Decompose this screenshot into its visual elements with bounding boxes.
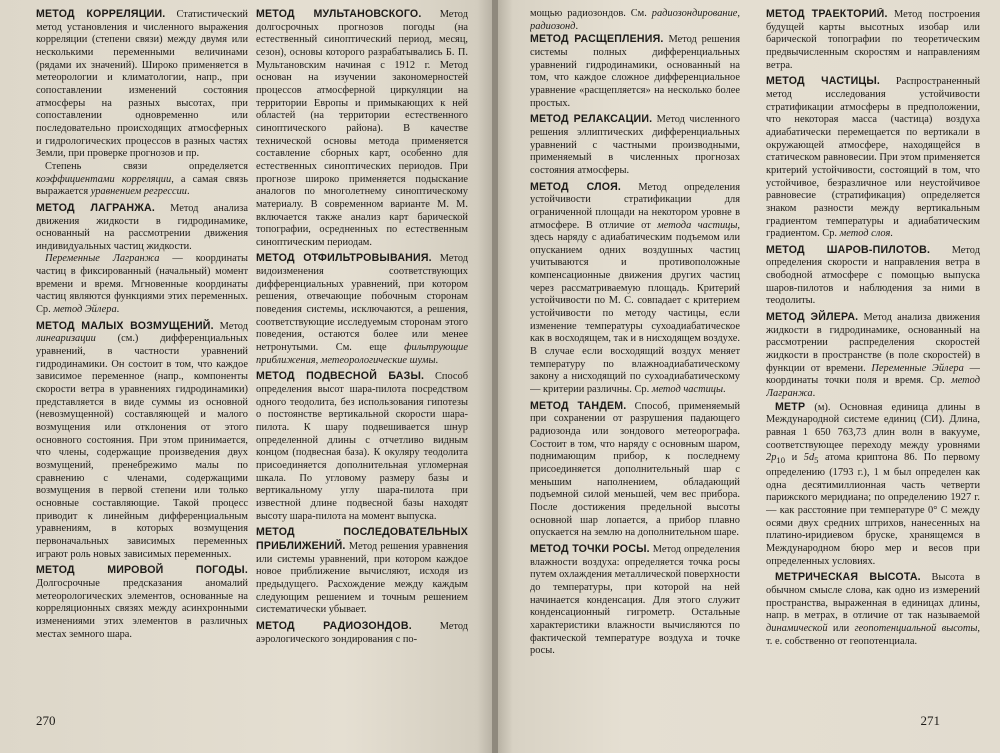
entry-metod-malykh-vozmushcheniy xyxy=(36,320,248,561)
entry-text: Метод решения уравнения или системы уравнений, при котором каждое новое приближение вычисляют, исходя из предыдущего. Расхождение между каждым следующим решением и точным решением систематически убывает. xyxy=(256,540,468,616)
text-run: атома криптона 86. По первому определению (1793 г.), 1 м был определен как одна десятимиллионная часть четверти парижского меридиана; по определению 1927 г. — как расстояние при температуре 0° С между осями двух средних штрихов, нанесенных на платино-иридиевом бруске, хранящемся в Международном бюро мер и весов при определенных условиях. xyxy=(766,452,980,567)
text-run: Метод анализа движения жидкости в гидродинамике, основанный на рассмотрении распределения скоростей жидкости в пространстве (в поле скоростей) в функции от времени. xyxy=(766,312,980,374)
text-run: . xyxy=(575,20,579,32)
italic-term: метод частицы xyxy=(651,384,724,396)
page-number-left: 270 xyxy=(36,713,56,728)
entry-metod-mirovoy-pogody xyxy=(36,564,248,641)
entry-metod-sharov-pilotov xyxy=(766,244,980,308)
entry-metod-sloya xyxy=(530,181,740,397)
text-run: — координаты точки поля и время. Ср. xyxy=(766,362,980,387)
text-run: и xyxy=(785,452,804,464)
italic-term: метод Лагранжа xyxy=(766,375,980,400)
text-run: . xyxy=(723,384,726,396)
entry-heading: МЕТР xyxy=(775,400,806,413)
text-run: , здесь наряду с адиабатическим подъемом или опусканием одних воздушных частиц учитываются и противоположные компенсационные движения других частиц через рассматриваемую площадь. Критерий устойчивости по М. С. совпадает с критерием устойчивости по методу частицы, если изменение температуры сухоадиабатическое как в восходящем, так и в нисходящем воздухе. В случае если восходящий воздух меняет температуру по влажноадиабатическому закону а нисходящий по сухоадиабатическому — критерии различны. Ср. xyxy=(530,219,740,396)
entry-heading: МЕТОД ТАНДЕМ. xyxy=(530,399,627,412)
text-run: или xyxy=(827,622,855,634)
entry-metod-tochki-rosy xyxy=(530,543,740,658)
entry-text: Долгосрочные предсказания аномалий метеорологических элементов, основанные на корреляционных связях между асинхронными изменениями этих элементов в различных местах земного шара. xyxy=(36,577,248,640)
text-run: — координаты частиц в фиксированный (начальный) момент времени и время. Мгновенные координаты частиц являются функциями этих переменных. Ср. xyxy=(36,253,248,316)
italic-term: радиозондирование, радиозонд xyxy=(530,8,740,32)
entry-paragraph xyxy=(36,161,248,199)
italic-term: метод слоя xyxy=(839,228,891,240)
left-page xyxy=(0,0,492,753)
entry-paragraph xyxy=(36,253,248,316)
entry-text: Метод определения влажности воздуха: определяется точка росы путем охлаждения металлической поверхности до температуры, при которой на ней начинается конденсация. Для этого служит конденсационный гигрометр. Остальные характеристики влажности вычисляются по фактической температуре воздуха и точке росы. xyxy=(530,543,740,657)
text-run: Метод определения устойчивости стратификации для ограниченной площади на некотором уровне в атмосфере. В отличие от xyxy=(530,181,740,231)
entry-heading: МЕТОД ТРАЕКТОРИЙ. xyxy=(766,8,888,20)
entry-metod-chastitsy xyxy=(766,75,980,241)
text-run: мощью радиозондов. См. xyxy=(530,8,652,19)
subscript: 5 xyxy=(814,455,819,466)
entry-text: Метод построения будущей карты высотных изобар или барической топографии по теоретическим предвычисленным скоростям и направлениям ветра. xyxy=(766,9,980,71)
italic-term: линеаризации xyxy=(36,333,96,345)
page-number-right: 271 xyxy=(920,713,940,728)
entry-text: Метод определения скорости и направления ветра в свободной атмосфере с помощью выпуска шаров-пилотов и наблюдения за ними в теодолиты. xyxy=(766,244,980,307)
entry-metod-radiozondov xyxy=(256,620,468,646)
entry-metod-traektoriy xyxy=(766,8,980,72)
entry-heading: МЕТОД ЭЙЛЕРА. xyxy=(766,311,859,324)
italic-term: Переменные Эйлера xyxy=(871,362,964,374)
italic-term: уравнением регрессии xyxy=(90,186,187,198)
italic-term: фильтрующие приближения, метеорологические шумы xyxy=(256,342,468,366)
text-run: (м). Основная единица длины в Международной системе единиц (СИ). Длина, равная 1 650 763,73 длин волн в вакууме, соответствующее переходу между уровнями xyxy=(766,401,980,451)
right-page-column-1 xyxy=(530,8,740,694)
entry-heading: МЕТОД МУЛЬТАНОВСКОГО. xyxy=(256,8,422,20)
italic-term: коэффициентами корреляции xyxy=(36,173,172,185)
entry-heading: МЕТОД ПОСЛЕДОВАТЕЛЬНЫХ ПРИБЛИЖЕНИЙ. xyxy=(256,526,468,552)
entry-metod-tandem xyxy=(530,400,740,540)
entry-metod-posledovatelnykh-priblizheniy xyxy=(256,526,468,617)
text-run: . xyxy=(435,354,439,366)
entry-metr xyxy=(766,401,980,569)
entry-heading: МЕТОД ЛАГРАНЖА. xyxy=(36,201,155,214)
entry-metod-korrelyatsii xyxy=(36,8,248,161)
text-run: Высота в обычном смысле слова, как одно из измерений пространства, выраженная в единицах длины, напр. в метрах, в отличие от так называемой xyxy=(766,572,980,622)
italic-term: динамической xyxy=(766,622,828,634)
entry-heading: МЕТОД ЧАСТИЦЫ. xyxy=(766,75,881,88)
entry-continuation xyxy=(530,8,740,33)
text-run: , т. е. собственно от геопотенциала. xyxy=(766,622,980,647)
text-run: Метод xyxy=(213,320,248,332)
italic-term: 2p xyxy=(766,452,777,464)
text-run: Распространенный метод исследования устойчивости стратификации атмосферы в предположении, что некоторая масса (частица) воздуха адиабатически перемещается по вертикали в окружающей атмосфере, находящейся в статическом равновесии. При этом применяется критерий устойчивости, состоящий в том, что устойчивое, безразличное или неустойчивое равновесие (стратификация) определяется знаком разности между вертикальным градиентом температуры и адиабатическим градиентом. Ср. xyxy=(766,76,980,240)
entry-heading: МЕТОД МАЛЫХ ВОЗМУЩЕНИЙ. xyxy=(36,319,214,332)
entry-metricheskaya-vysota xyxy=(766,571,980,648)
italic-term: геопотенциальной высоты xyxy=(854,622,978,634)
entry-metod-rasshchepleniya xyxy=(530,33,740,110)
entry-heading: МЕТОД ПОДВЕСНОЙ БАЗЫ. xyxy=(256,370,425,383)
right-page-column-2 xyxy=(766,8,980,694)
text-run: Степень связи определяется xyxy=(45,160,248,172)
entry-heading: МЕТОД ТОЧКИ РОСЫ. xyxy=(530,542,650,555)
entry-heading: МЕТРИЧЕСКАЯ ВЫСОТА. xyxy=(775,571,921,584)
subscript: 10 xyxy=(776,455,786,466)
entry-text: Метод долгосрочных прогнозов погоды (на естественный синоптический период, месяц, сезон), основы которого разрабатывались Б. П. Мультановским начиная с 1912 г. Метод основан на изучении закономерностей процессов атмосферной циркуляции на территории Европы и примыкающих к ней областей (на территории естественного синоптического района). В качестве технической основы метода применяется составление сборных карт, особенно для естественных синоптических периодов. При прогнозе широко применяется подыскание аналогов по многолетнему синоптическому материалу. В современном варианте М. М. включается также анализ карт барической топографии, осредненных по естественным синоптическим периодам. xyxy=(256,9,468,248)
entry-text: Метод численного решения эллиптических дифференциальных уравнений с частными производными, применяемый в численных прогнозах состояния атмосферы. xyxy=(530,114,740,176)
entry-metod-lagranzha xyxy=(36,202,248,254)
entry-metod-otfiltrovyvaniya xyxy=(256,252,468,367)
entry-text: Способ определения высот шара-пилота посредством одного теодолита, без использования гипотезы о постоянстве вертикальной скорости шара-пилота. К шару подвешивается шнур определенной длины с отчетливо видным концом (подвесная база). К окуляру теодолита присоединяется дополнительная угломерная шкала. По угловому размеру базы и вертикальному углу шара-пилота при известной длине подвесной базы находят высоту шара-пилота на момент выпуска. xyxy=(256,371,468,522)
text-run: Метод видоизменения соответствующих дифференциальных уравнений, при котором решения, отвечающие побочным сторонам поведения системы, исключаются, а решения, соответствующие исследуемым сторонам этого поведения, остаются более или менее нетронутыми. См. еще xyxy=(256,253,468,354)
entry-heading: МЕТОД РАДИОЗОНДОВ. xyxy=(256,619,412,632)
text-run: (см.) дифференциальных уравнений, в частности уравнений гидродинамики. Он состоит в том, что каждое зависимое переменное (напр., компоненты скорости ветра в уравнениях гидродинамики) представляется в виде суммы из основной (невозмущенной) составляющей и малого возмущения или отклонения от этого основного состояния. При этом принимается, что члены, содержащие произведения двух возмущений, пренебрежимо малы по сравнению с членами, содержащими возмущения в первой степени или только основные составляющие. Такой процесс приводит к линейным дифференциальным уравнениям, в которых возмущения первоначальных зависимых переменных играют роль новых зависимых переменных. xyxy=(36,333,248,560)
entry-heading: МЕТОД СЛОЯ. xyxy=(530,180,622,193)
right-page xyxy=(498,0,1000,753)
entry-text: Метод анализа движения жидкости в гидродинамике, основанный на рассмотрении движения индивидуальных частиц жидкости. xyxy=(36,202,248,252)
entry-metod-relaksatsii xyxy=(530,113,740,177)
entry-text: Метод решения системы полных дифференциальных уравнений гидродинамики, основанный на том, что каждое сложное дифференциальное уравнение «расщепляется» на несколько более простых. xyxy=(530,34,740,109)
left-page-column-1 xyxy=(36,8,248,694)
entry-heading: МЕТОД ОТФИЛЬТРОВЫВАНИЯ. xyxy=(256,252,432,265)
entry-heading: МЕТОД РЕЛАКСАЦИИ. xyxy=(530,113,653,126)
text-run: . xyxy=(812,388,816,400)
entry-heading: МЕТОД КОРРЕЛЯЦИИ. xyxy=(36,8,166,20)
italic-term: метод Эйлера xyxy=(53,304,117,316)
italic-term: метода частицы xyxy=(657,219,738,231)
entry-heading: МЕТОД ШАРОВ-ПИЛОТОВ. xyxy=(766,243,931,256)
entry-metod-podvesnoy-bazy xyxy=(256,370,468,523)
entry-heading: МЕТОД РАСЩЕПЛЕНИЯ. xyxy=(530,33,664,46)
italic-term: 5d xyxy=(803,452,815,464)
entry-text: Способ, применяемый при сохранении от разрушения падающего радиозонда или зондового метеорографа. Состоит в том, что наряду с основным шаром, поднимающим прибор, к последнему присоединяется дополнительный шар с меньшим наполнением, обладающий подъемной силой меньшей, чем вес прибора. После достижения предельной высоты основной шар лопается, а прибор плавно опускается на землю на дополнительном шаре. xyxy=(530,400,740,539)
text-run: . xyxy=(890,228,893,240)
entry-text: Статистический метод установления и численного выражения корреляции (степени связи) между двумя или несколькими переменными величинами (рядами их значений). Широко применяется в метеорологии и климатологии, напр., при сопоставлении изменений состояния атмосферы на разных высотах, при сопоставлении одновременно или последовательно происходящих атмосферных и гидрологических процессов в разных частях Земли, при проверке прогнозов и пр. xyxy=(36,9,248,160)
entry-heading: МЕТОД МИРОВОЙ ПОГОДЫ. xyxy=(36,564,248,577)
text-run: . xyxy=(187,186,190,198)
entry-metod-multanovskogo xyxy=(256,8,468,249)
entry-metod-eylera xyxy=(766,311,980,401)
left-page-column-2 xyxy=(256,8,468,694)
text-run: . xyxy=(116,304,120,316)
italic-term: Переменные Лагранжа xyxy=(45,253,160,265)
text-run: , а самая связь выражается xyxy=(36,173,248,198)
entry-text: Метод аэрологического зондирования с по- xyxy=(256,620,468,645)
